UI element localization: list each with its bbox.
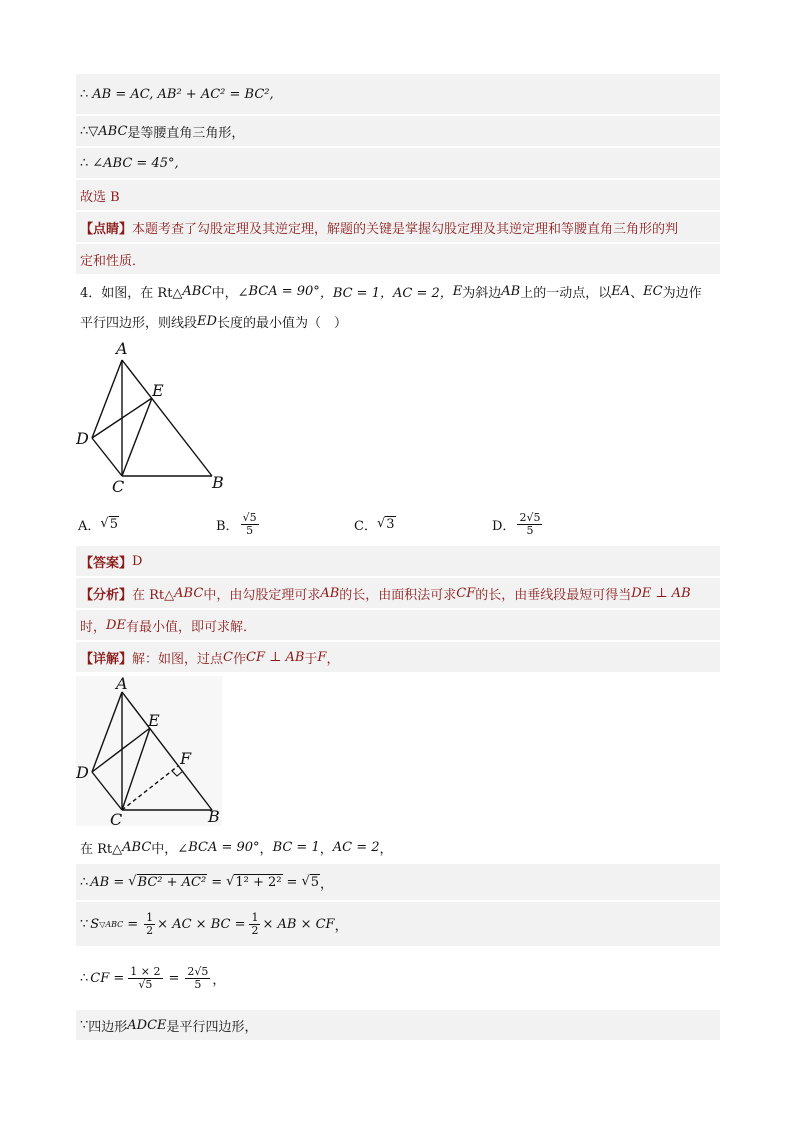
label-b: B xyxy=(208,807,220,826)
radicand: 3 xyxy=(386,517,395,532)
ab-equals: AB = xyxy=(90,874,125,890)
cf-equals: CF = xyxy=(90,970,125,986)
detail-text: 作 xyxy=(232,651,246,667)
option-c-label: C． xyxy=(354,518,377,534)
numerator: 1 xyxy=(146,910,154,924)
segment-ec-line xyxy=(122,728,150,810)
area-s: S xyxy=(90,916,100,932)
document-page xyxy=(76,74,720,1042)
segment-ab-line xyxy=(122,692,212,810)
therefore-symbol: ∴ xyxy=(80,874,89,890)
option-a[interactable] xyxy=(78,515,216,534)
therefore-symbol: ∴ xyxy=(80,123,89,139)
segment-ab-line xyxy=(122,360,212,476)
numerator: √5 xyxy=(242,510,257,524)
segment-cf: CF xyxy=(456,585,476,601)
right-angle-mark xyxy=(172,771,183,776)
fraction-2sqrt5-over-5 xyxy=(185,966,210,991)
denominator: 5 xyxy=(526,523,534,537)
numerator: 1 × 2 xyxy=(130,964,161,978)
option-d-label: D． xyxy=(492,518,516,534)
solution-step-1 xyxy=(76,832,720,862)
sqrt-bc2-ac2: √ BC² + AC² xyxy=(128,874,207,890)
denominator: √5 xyxy=(138,977,153,991)
answer-options xyxy=(76,504,720,544)
bc-value: ，BC = 1， xyxy=(319,285,393,301)
dianjing-text: 本题考查了勾股定理及其逆定理，解题的关键是掌握勾股定理及其逆定理和等腰直角三角形的判 xyxy=(132,221,679,237)
analysis-text: 有最小值，即可求解． xyxy=(125,619,256,635)
analysis-line-1 xyxy=(76,578,720,608)
radicand: 5 xyxy=(201,964,209,978)
step-text: ， xyxy=(319,841,333,857)
point-e: E xyxy=(452,283,463,299)
equals-sign: = xyxy=(286,874,298,890)
analysis-text: 在 Rt△ xyxy=(132,587,175,603)
step-text: 中，∠ xyxy=(151,841,189,857)
point-f: F xyxy=(317,649,327,665)
q-text: 中，∠ xyxy=(211,285,249,301)
q-text: 为边作 xyxy=(662,285,702,301)
step-end: ， xyxy=(212,972,226,988)
segment-ec-line xyxy=(122,398,152,476)
label-d: D xyxy=(76,429,89,448)
solution-line-1 xyxy=(76,74,720,114)
dianjing-text-end: 定和性质． xyxy=(80,253,146,269)
option-c[interactable] xyxy=(354,515,492,534)
fraction-2-over-sqrt5 xyxy=(128,966,162,991)
sqrt-3: √ 3 xyxy=(376,516,395,532)
numerator: 1 xyxy=(251,910,259,924)
equation-ab-ac: AB = AC, AB² + AC² = BC², xyxy=(92,86,274,102)
quadrilateral-adce: ADCE xyxy=(127,1017,167,1033)
solution-step-5 xyxy=(76,1010,720,1040)
analysis-line-2 xyxy=(76,610,720,640)
because-symbol: ∵ xyxy=(80,916,89,932)
fraction-one-half xyxy=(249,912,260,937)
denominator: 5 xyxy=(246,523,254,537)
radicand: 5 xyxy=(109,517,118,532)
solution-figure-box xyxy=(76,676,222,826)
analysis-text: 中，由勾股定理可求 xyxy=(203,587,321,603)
detail-tag: 【详解】 xyxy=(80,651,133,667)
fraction-sqrt5-over-5 xyxy=(241,512,259,537)
question-line-2 xyxy=(76,306,720,336)
label-f: F xyxy=(180,749,192,768)
answer-value: D xyxy=(132,553,143,569)
triangle-name: ABC xyxy=(122,839,152,855)
area-term-1: × AC × BC = xyxy=(157,916,246,932)
analysis-tag: 【分析】 xyxy=(80,587,133,603)
segment-ec: EC xyxy=(643,283,663,299)
question-number: 4．如图，在 Rt△ xyxy=(80,285,183,301)
option-d[interactable] xyxy=(492,512,630,537)
sqrt-5: √ 5 xyxy=(301,874,320,890)
step-text: 在 Rt△ xyxy=(80,841,123,857)
choose-b-line xyxy=(76,180,720,210)
denominator: 2 xyxy=(146,923,154,937)
choose-b-text: 故选 B xyxy=(80,189,120,205)
label-c: C xyxy=(110,810,123,826)
numerator: 2√5 xyxy=(519,510,541,524)
label-a: A xyxy=(116,676,128,693)
segment-de: DE xyxy=(106,617,126,633)
solution-step-4 xyxy=(76,948,720,1008)
triangle-name: ABC xyxy=(182,283,212,299)
step-text: ， xyxy=(259,841,273,857)
fraction-one-half xyxy=(144,912,155,937)
cf-perp-ab: CF ⊥ AB xyxy=(246,649,305,665)
equals-sign: = xyxy=(127,916,139,932)
q-text: 为斜边 xyxy=(462,285,502,301)
isosceles-right-text: 是等腰直角三角形， xyxy=(127,125,245,141)
coefficient: 2 xyxy=(187,964,195,978)
segment-dc-line xyxy=(92,438,122,476)
sqrt-1-4: √ 1² + 2² xyxy=(226,874,282,890)
solution-line-3 xyxy=(76,148,720,178)
area-subscript: ▽ABC xyxy=(99,919,124,929)
radicand: 5 xyxy=(145,977,153,991)
dianjing-line-1 xyxy=(76,212,720,242)
answer-tag: 【答案】 xyxy=(80,555,133,571)
angle-bca: BCA = 90° xyxy=(188,839,260,855)
bc-value: BC = 1 xyxy=(272,839,320,855)
label-e: E xyxy=(152,381,164,400)
radicand: 5 xyxy=(310,875,320,890)
q-text: 、 xyxy=(630,285,644,301)
segment-ed: ED xyxy=(197,313,217,329)
detail-line xyxy=(76,642,720,672)
segment-ea: EA xyxy=(611,283,631,299)
de-perp-ab: DE ⊥ AB xyxy=(631,585,691,601)
label-d: D xyxy=(76,763,89,782)
option-a-label: A． xyxy=(78,518,101,534)
coefficient: 2 xyxy=(519,510,527,524)
sqrt-5: √ 5 xyxy=(100,516,118,532)
label-a: A xyxy=(116,339,128,358)
radicand: 5 xyxy=(533,510,541,524)
solution-line-2 xyxy=(76,116,720,146)
option-b-label: B． xyxy=(216,518,239,534)
segment-da-line xyxy=(92,360,122,438)
segment-ab: AB xyxy=(320,585,340,601)
triangle-abc: ▽ABC xyxy=(88,123,128,139)
solution-figure xyxy=(76,676,222,826)
label-b: B xyxy=(212,473,224,492)
detail-text: 解：如图，过点 xyxy=(132,651,224,667)
option-b[interactable] xyxy=(216,512,354,537)
segment-cf-dashed xyxy=(122,766,178,810)
solution-step-2 xyxy=(76,864,720,900)
step-text: ， xyxy=(379,841,393,857)
detail-text: 于 xyxy=(304,651,318,667)
denominator: 2 xyxy=(251,923,259,937)
analysis-text: 的长，由垂线段最短可得当 xyxy=(475,587,632,603)
question-line-1 xyxy=(76,276,720,306)
step-text: 是平行四边形， xyxy=(166,1019,258,1035)
segment-dc-line xyxy=(92,772,122,810)
analysis-text: 时， xyxy=(80,619,107,635)
solution-step-3 xyxy=(76,902,720,946)
label-c: C xyxy=(112,477,125,496)
radicand: 1² + 2² xyxy=(235,875,282,890)
therefore-symbol: ∴ xyxy=(80,970,89,986)
ac-value: AC = 2， xyxy=(392,285,453,301)
numerator: 2√5 xyxy=(187,964,209,978)
fraction-2sqrt5-over-5 xyxy=(517,512,542,537)
q-text: 平行四边形，则线段 xyxy=(80,315,198,331)
step-end: ， xyxy=(334,918,348,934)
because-symbol: ∵ xyxy=(80,1017,89,1033)
therefore-symbol: ∴ xyxy=(80,155,89,171)
radicand: BC² + AC² xyxy=(137,875,207,890)
point-c: C xyxy=(223,649,233,665)
answer-line xyxy=(76,546,720,576)
area-term-2: × AB × CF xyxy=(262,916,335,932)
detail-text: ， xyxy=(326,651,340,667)
radicand: 5 xyxy=(249,510,257,524)
triangle-figure xyxy=(76,336,236,498)
segment-ab: AB xyxy=(501,283,521,299)
step-text: 四边形 xyxy=(88,1019,128,1035)
ac-value: AC = 2 xyxy=(332,839,380,855)
angle-abc-45: ∠ABC = 45°, xyxy=(92,155,179,171)
q-text: 上的一动点，以 xyxy=(520,285,612,301)
equals-sign: = xyxy=(168,970,180,986)
label-e: E xyxy=(148,711,160,730)
step-end: ， xyxy=(320,876,334,892)
therefore-symbol: ∴ xyxy=(80,86,89,102)
dianjing-line-2 xyxy=(76,244,720,274)
triangle-name: ABC xyxy=(174,585,204,601)
dianjing-tag: 【点睛】 xyxy=(80,221,133,237)
angle-bca: BCA = 90° xyxy=(248,283,320,299)
q-text: 长度的最小值为（ ） xyxy=(216,315,347,331)
equals-sign: = xyxy=(211,874,223,890)
analysis-text: 的长，由面积法可求 xyxy=(339,587,457,603)
denominator: 5 xyxy=(194,977,202,991)
